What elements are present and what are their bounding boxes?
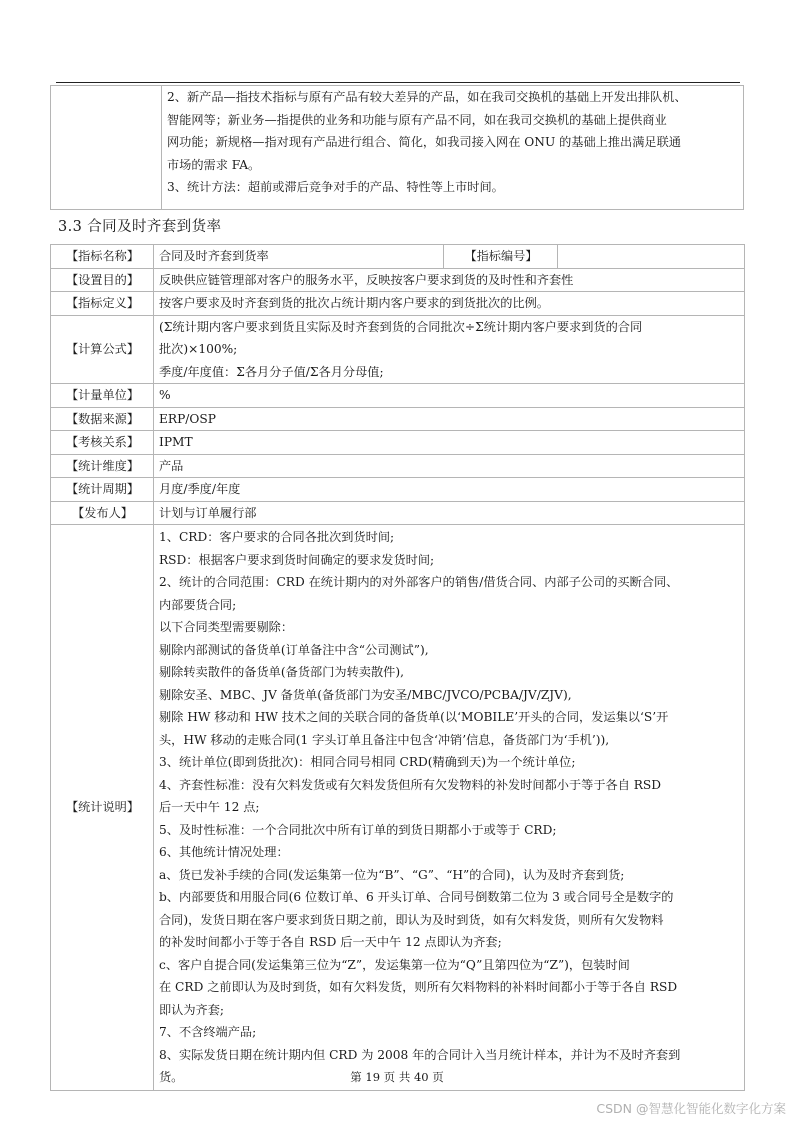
source-value: ERP/OSP: [154, 407, 745, 431]
notes-value: [154, 525, 745, 1091]
section-title: 3.3 合同及时齐套到货率: [58, 219, 222, 235]
formula-line: (Σ统计期内客户要求到货且实际及时齐套到货的合同批次÷Σ统计期内客户要求到货的合同: [159, 319, 643, 334]
notes-line: 的补发时间都小于等于各自 RSD 后一天中午 12 点即认为齐套;: [159, 935, 502, 949]
purpose-label: 【设置目的】: [51, 268, 154, 292]
formula-label: 【计算公式】: [51, 315, 154, 384]
notes-line: 后一天中午 12 点;: [159, 800, 260, 814]
notes-line: a、货已发补手续的合同(发运集第一位为“B”、“G”、“H”的合同)，认为及时齐套到货;: [159, 867, 625, 882]
notes-line: 4、齐套性标准：没有欠料发货或有欠料发货但所有欠发物料的补发时间都小于等于各自 RSD: [159, 777, 662, 792]
page-number: 第 19 页 共 40 页: [350, 1070, 444, 1084]
notes-line: 6、其他统计情况处理：: [159, 845, 289, 859]
dimension-value: 产品: [154, 454, 745, 478]
continuation-text-cell: [162, 86, 744, 210]
publisher-value: 计划与订单履行部: [154, 501, 745, 525]
continuation-line: 网功能；新规格—指对现有产品进行组合、简化，如我司接入网在 ONU 的基础上推出满足联通: [167, 135, 681, 149]
continuation-line: 市场的需求 FA。: [167, 157, 261, 172]
indicator-table: [50, 244, 745, 1091]
purpose-value: 反映供应链管理部对客户的服务水平，反映按客户要求到货的及时性和齐套性: [154, 268, 745, 292]
notes-line: 在 CRD 之前即认为及时到货，如有欠料发货，则所有欠料物料的补料时间都小于等于各自 RSD: [159, 980, 678, 994]
notes-line: 3、统计单位(即到货批次)：相同合同号相同 CRD(精确到天)为一个统计单位;: [159, 755, 576, 769]
notes-line: c、客户自提合同(发运集第三位为“Z”，发运集第一位为“Q”且第四位为“Z”)，包装时间: [159, 957, 630, 972]
continuation-table: [50, 85, 744, 210]
notes-line: 1、CRD：客户要求的合同各批次到货时间;: [159, 530, 395, 544]
definition-label: 【指标定义】: [51, 292, 154, 316]
formula-line: 季度/年度值：Σ各月分子值/Σ各月分母值;: [159, 364, 384, 379]
dimension-label: 【统计维度】: [51, 454, 154, 478]
notes-line: b、内部要货和用服合同(6 位数订单、6 开头订单、合同号倒数第二位为 3 或合同号全是数字的: [159, 890, 674, 904]
unit-value: %: [154, 384, 745, 408]
notes-line: 7、不含终端产品;: [159, 1025, 257, 1039]
notes-line: 剔除转卖散件的备货单(备货部门为转卖散件),: [159, 665, 404, 679]
notes-line: 合同)，发货日期在客户要求到货日期之前，即认为及时到货，如有欠料发货，则所有欠发物料: [159, 912, 664, 927]
notes-line: 剔除安圣、MBC、JV 备货单(备货部门为安圣/MBC/JVCO/PCBA/JV/ZJV),: [159, 687, 572, 702]
name-label: 【指标名称】: [51, 245, 154, 269]
continuation-line: 智能网等；新业务—指提供的业务和功能与原有产品不同，如在我司交换机的基础上提供商业: [167, 112, 667, 127]
number-value: [558, 245, 745, 269]
notes-line: 即认为齐套;: [159, 1002, 225, 1017]
notes-line: 2、统计的合同范围：CRD 在统计期内的对外部客户的销售/借货合同、内部子公司的买断合同、: [159, 575, 679, 589]
notes-line: 以下合同类型需要剔除：: [159, 620, 294, 634]
notes-line: RSD：根据客户要求到货时间确定的要求发货时间;: [159, 552, 435, 567]
continuation-label-cell: [51, 86, 162, 210]
formula-line: 批次)×100%;: [159, 342, 238, 356]
notes-line: 8、实际发货日期在统计期内但 CRD 为 2008 年的合同计入当月统计样本，并计为不及时齐套到: [159, 1047, 681, 1062]
source-label: 【数据来源】: [51, 407, 154, 431]
number-label: 【指标编号】: [444, 245, 558, 269]
name-value: 合同及时齐套到货率: [154, 245, 444, 269]
continuation-line: 3、统计方法：超前或滞后竞争对手的产品、特性等上市时间。: [167, 180, 504, 194]
unit-label: 【计量单位】: [51, 384, 154, 408]
period-label: 【统计周期】: [51, 478, 154, 502]
notes-line: 剔除内部测试的备货单(订单备注中含“公司测试”),: [159, 642, 429, 657]
definition-value: 按客户要求及时齐套到货的批次占统计期内客户要求的到货批次的比例。: [154, 292, 745, 316]
header-rule: [56, 82, 740, 83]
period-value: 月度/季度/年度: [154, 478, 745, 502]
notes-label: 【统计说明】: [51, 525, 154, 1091]
notes-line: 剔除 HW 移动和 HW 技术之间的关联合同的备货单(以‘MOBILE’开头的合同，发运集以‘S’开: [159, 710, 669, 724]
assess-label: 【考核关系】: [51, 431, 154, 455]
csdn-watermark: CSDN @智慧化智能化数字化方案: [596, 1101, 786, 1116]
assess-value: IPMT: [154, 431, 745, 455]
notes-line: 5、及时性标准：一个合同批次中所有订单的到货日期都小于或等于 CRD;: [159, 822, 557, 837]
continuation-line: 2、新产品—指技术指标与原有产品有较大差异的产品，如在我司交换机的基础上开发出排队机、: [167, 90, 687, 104]
notes-line: 内部要货合同;: [159, 597, 237, 612]
notes-line: 货。: [159, 1070, 184, 1084]
notes-line: 头，HW 移动的走账合同(1 字头订单且备注中包含‘冲销’信息，备货部门为‘手机’)),: [159, 732, 610, 747]
publisher-label: 【发布人】: [51, 501, 154, 525]
formula-value: [154, 315, 745, 384]
